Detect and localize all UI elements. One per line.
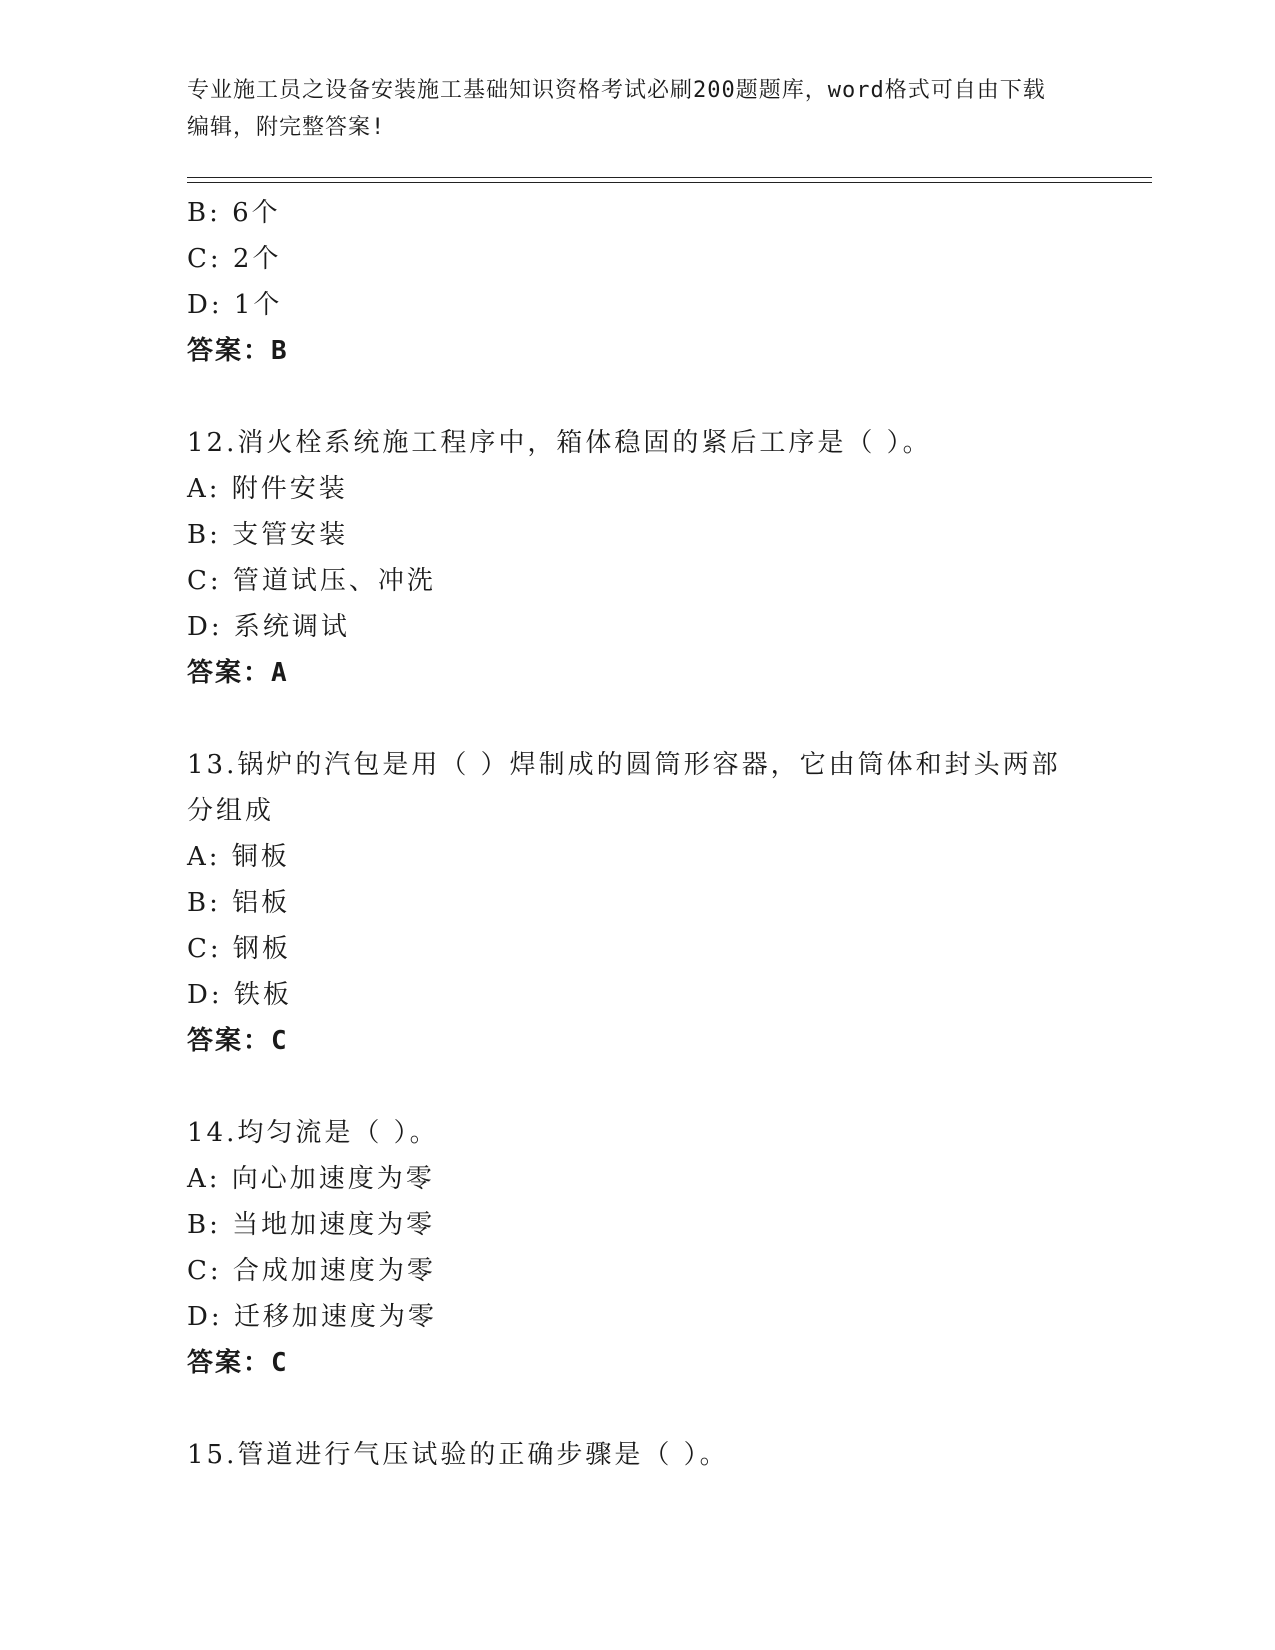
header-divider-top xyxy=(187,177,1152,178)
option-d: D: 系统调试 xyxy=(187,612,350,642)
option-c: C: 钢板 xyxy=(187,934,291,964)
option-c: C: 合成加速度为零 xyxy=(187,1256,436,1286)
question-text: 12.消火栓系统施工程序中，箱体稳固的紧后工序是（ ）。 xyxy=(187,428,932,458)
option-a: A: 附件安装 xyxy=(187,474,348,504)
option-b: B: 6个 xyxy=(187,198,281,228)
question-15 xyxy=(187,1432,1107,1478)
header-divider-bottom xyxy=(187,182,1152,183)
option-a: A: 向心加速度为零 xyxy=(187,1164,435,1194)
answer-line: 答案：C xyxy=(187,1348,289,1378)
question-13 xyxy=(187,742,1107,1064)
question-14 xyxy=(187,1110,1107,1386)
page-header-title: 专业施工员之设备安装施工基础知识资格考试必刷200题题库，word格式可自由下载编辑，附完整答案! xyxy=(187,78,1046,140)
option-a: A: 铜板 xyxy=(187,842,290,872)
question-text: 15.管道进行气压试验的正确步骤是（ ）。 xyxy=(187,1440,729,1470)
option-d: D: 迁移加速度为零 xyxy=(187,1302,437,1332)
option-b: B: 当地加速度为零 xyxy=(187,1210,436,1240)
answer-line: 答案：A xyxy=(187,658,289,688)
question-text: 14.均匀流是（ ）。 xyxy=(187,1118,439,1148)
option-d: D: 1个 xyxy=(187,290,283,320)
answer-line: 答案：B xyxy=(187,336,289,366)
answer-line: 答案：C xyxy=(187,1026,289,1056)
option-b: B: 铝板 xyxy=(187,888,291,918)
question-list xyxy=(187,190,1107,1478)
question-12 xyxy=(187,420,1107,696)
option-c: C: 2个 xyxy=(187,244,282,274)
question-11-tail xyxy=(187,190,1107,374)
option-d: D: 铁板 xyxy=(187,980,292,1010)
option-c: C: 管道试压、冲洗 xyxy=(187,566,436,596)
question-text: 13.锅炉的汽包是用（ ）焊制成的圆筒形容器，它由筒体和封头两部分组成 xyxy=(187,750,1061,826)
option-b: B: 支管安装 xyxy=(187,520,349,550)
